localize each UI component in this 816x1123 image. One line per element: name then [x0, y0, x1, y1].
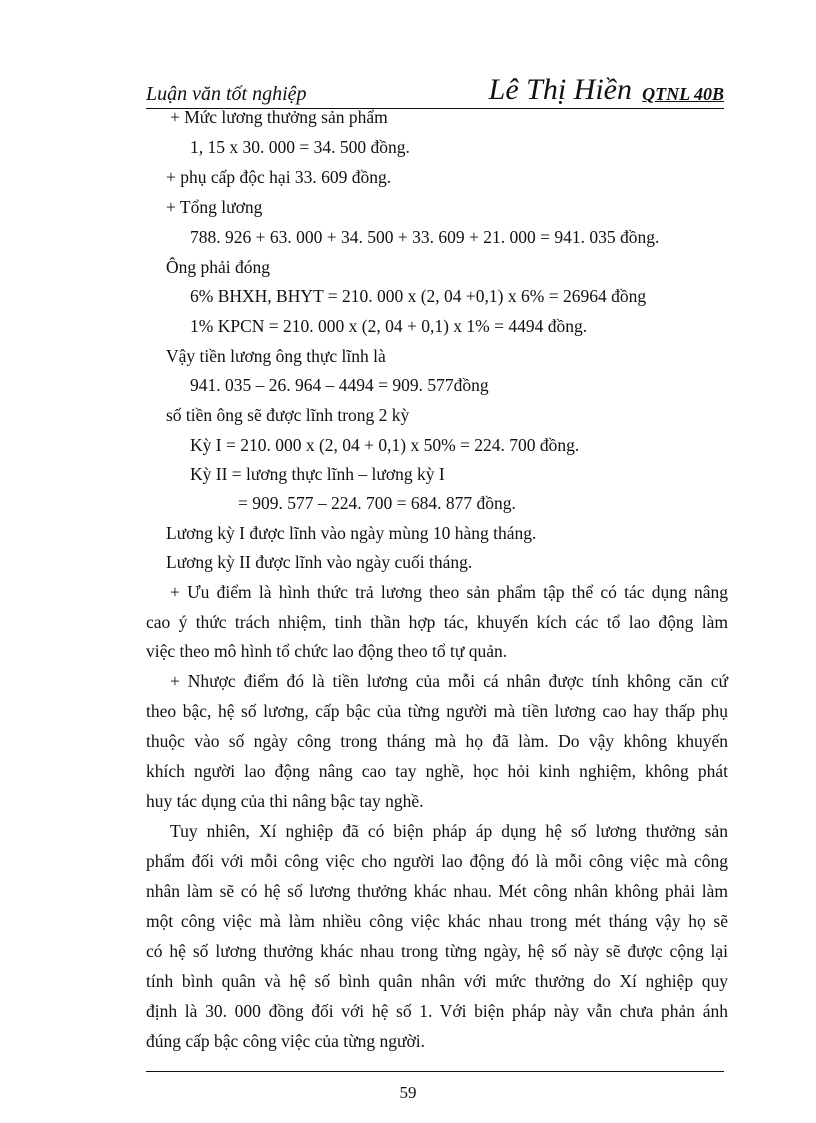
- text-line: + Mức lương thưởng sản phẩm: [170, 107, 388, 127]
- footer-divider: [146, 1071, 724, 1072]
- header-author: Lê Thị Hiền: [488, 73, 632, 106]
- text-line: số tiền ông sẽ được lĩnh trong 2 kỳ: [166, 405, 410, 425]
- paragraph-line: thuộc vào số ngày công trong tháng mà họ đã làm. Do vậy không khuyến: [146, 731, 728, 751]
- text-line: = 909. 577 – 224. 700 = 684. 877 đồng.: [238, 493, 516, 513]
- paragraph-line: + Ưu điểm là hình thức trả lương theo sản phẩm tập thể có tác dụng nâng: [170, 582, 728, 602]
- paragraph-line: phẩm đối với mỗi công việc cho người lao động đó là mỗi công việc mà công: [146, 851, 728, 871]
- paragraph-line: theo bậc, hệ số lương, cấp bậc của từng người mà tiền lương cao hay thấp phụ: [146, 701, 728, 721]
- text-line: 788. 926 + 63. 000 + 34. 500 + 33. 609 + 21. 000 = 941. 035 đồng.: [190, 227, 660, 247]
- paragraph-line: huy tác dụng của thi nâng bậc tay nghề.: [146, 791, 424, 811]
- text-line: Lương kỳ II được lĩnh vào ngày cuối tháng.: [166, 552, 473, 572]
- text-line: Lương kỳ I được lĩnh vào ngày mùng 10 hàng tháng.: [166, 523, 537, 543]
- text-line: 1, 15 x 30. 000 = 34. 500 đồng.: [190, 137, 410, 157]
- text-line: Ông phải đóng: [166, 257, 271, 277]
- paragraph-line: nhân làm sẽ có hệ số lương thưởng khác nhau. Mét công nhân không phải làm: [146, 881, 728, 901]
- paragraph-line: một công việc mà làm nhiều công việc khác nhau trong mét tháng vậy họ sẽ: [146, 911, 728, 931]
- text-line: Vậy tiền lương ông thực lĩnh là: [166, 346, 386, 366]
- text-line: + phụ cấp độc hại 33. 609 đồng.: [166, 167, 392, 187]
- page-header: [146, 74, 724, 109]
- paragraph-line: đúng cấp bậc công việc của từng người.: [146, 1031, 425, 1051]
- text-line: + Tổng lương: [166, 197, 263, 217]
- paragraph-line: việc theo mô hình tổ chức lao động theo tổ tự quản.: [146, 641, 508, 661]
- text-line: 6% BHXH, BHYT = 210. 000 x (2, 04 +0,1) x 6% = 26964 đồng: [190, 286, 647, 306]
- paragraph-line: định là 30. 000 đồng đối với hệ số 1. Với biện pháp này vẫn chưa phản ánh: [146, 1001, 728, 1021]
- paragraph-line: có hệ số lương thưởng khác nhau trong từng ngày, hệ số này sẽ được cộng lại: [146, 941, 728, 961]
- paragraph-line: + Nhược điểm đó là tiền lương của mỗi cá nhân được tính không căn cứ: [170, 671, 728, 691]
- header-title: Luận văn tốt nghiệp: [146, 83, 307, 105]
- text-line: 1% KPCN = 210. 000 x (2, 04 + 0,1) x 1% = 4494 đồng.: [190, 316, 588, 336]
- paragraph-line: Tuy nhiên, Xí nghiệp đã có biện pháp áp dụng hệ số lương thưởng sản: [170, 821, 728, 841]
- paragraph-line: khích người lao động nâng cao tay nghề, học hỏi kinh nghiệm, không phát: [146, 761, 728, 781]
- text-line: Kỳ I = 210. 000 x (2, 04 + 0,1) x 50% = 224. 700 đồng.: [190, 435, 580, 455]
- paragraph-line: tính bình quân và hệ số bình quân nhân với mức thưởng do Xí nghiệp quy: [146, 971, 728, 991]
- paragraph-line: cao ý thức trách nhiệm, tinh thần hợp tác, khuyến kích các tổ lao động làm: [146, 612, 728, 632]
- header-class-code: QTNL 40B: [642, 84, 724, 104]
- text-line: 941. 035 – 26. 964 – 4494 = 909. 577đồng: [190, 375, 489, 395]
- text-line: Kỳ II = lương thực lĩnh – lương kỳ I: [190, 464, 445, 484]
- page-number: 59: [399, 1083, 417, 1102]
